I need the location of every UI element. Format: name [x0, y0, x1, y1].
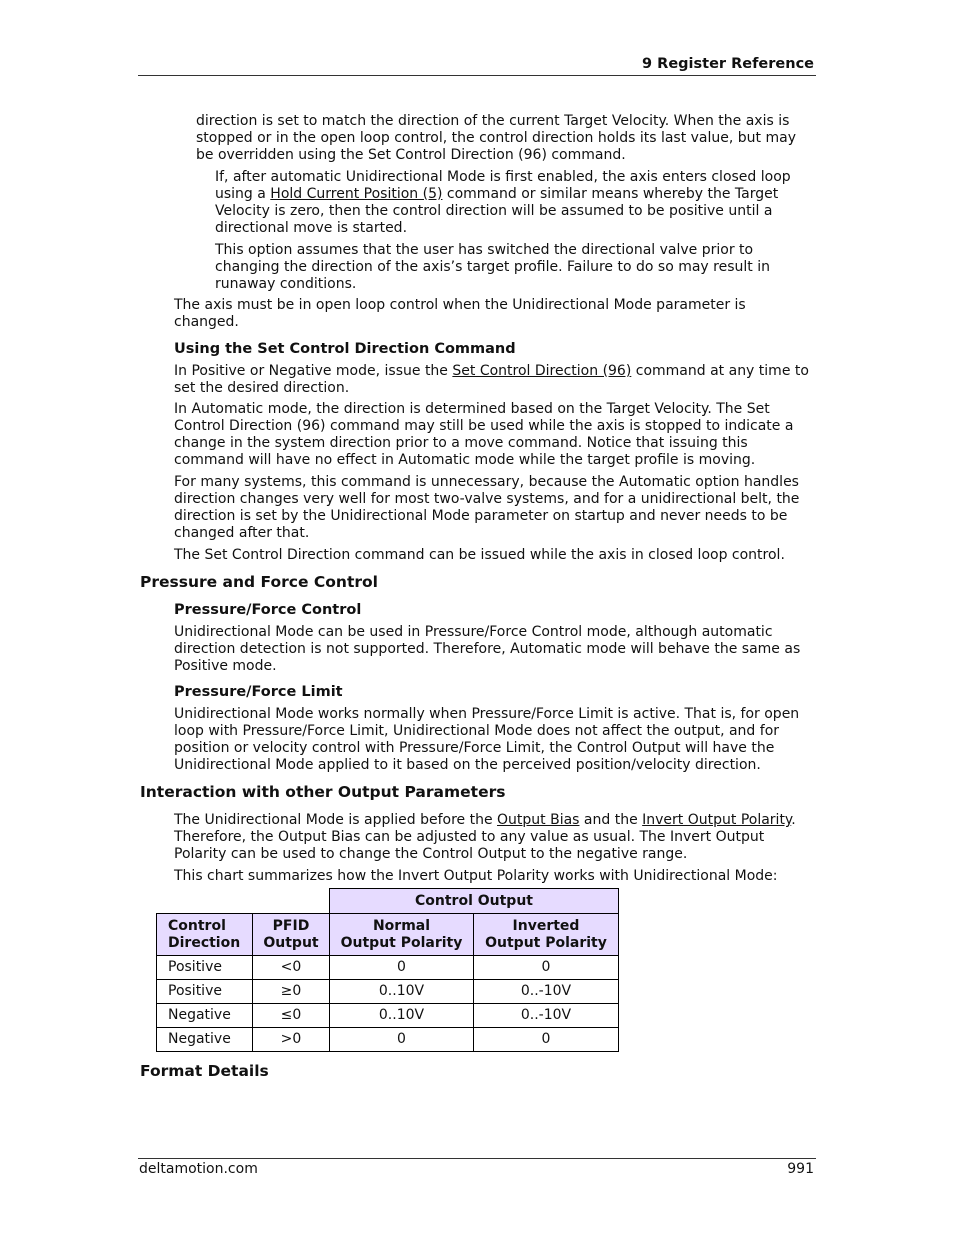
table-cell: 0 — [330, 1028, 474, 1052]
pressure-force-limit-paragraph: Unidirectional Mode works normally when Pressure/Force Limit is active. That is, for open loop with Pressure/Force Limit, Unidirectional Mode does not affect the output, and for position or velocity control with Pressure/Force Limit, the Control Output will have the Unidirectional Mode applied to it based on the perceived position/velocity direction. — [174, 706, 800, 773]
table-cell: 0..10V — [330, 1004, 474, 1028]
table-cell: 0..-10V — [474, 980, 619, 1004]
pressure-force-control-subheading: Pressure/Force Control — [174, 602, 362, 618]
note-text-end: command or similar means whereby the Target Velocity is zero, then the control direction will be assumed to be positive until a directional move is started. — [215, 186, 779, 236]
chapter-title: 9 Register Reference — [642, 56, 814, 72]
table-group-header-row — [157, 889, 619, 914]
table-row — [157, 980, 619, 1004]
set-control-direction-link[interactable]: Set Control Direction (96) — [452, 363, 632, 379]
footer-site: deltamotion.com — [139, 1161, 258, 1177]
table-cell: Negative — [157, 1028, 253, 1052]
table-cell: 0 — [474, 1028, 619, 1052]
table-cell: 0..10V — [330, 980, 474, 1004]
set-direction-paragraph-2: In Automatic mode, the direction is determined based on the Target Velocity. The Set Control Direction (96) command may still be used while the axis is stopped to indicate a change in the system direction prior to a move command. Notice that issuing this command will have no effect in Automatic mode while the target profile is moving. — [174, 401, 794, 468]
hold-current-position-link[interactable]: Hold Current Position (5) — [270, 186, 443, 202]
table-cell: ≤0 — [253, 1004, 330, 1028]
invert-output-polarity-link[interactable]: Invert Output Polarity — [642, 812, 792, 828]
table-row — [157, 1028, 619, 1052]
set-direction-paragraph-1 — [174, 363, 814, 397]
pressure-force-control-paragraph: Unidirectional Mode can be used in Pressure/Force Control mode, although automatic direction detection is not supported. Therefore, Automatic mode will behave the same as Positive mode. — [174, 624, 801, 674]
format-details-heading: Format Details — [140, 1062, 269, 1080]
set-direction-paragraph-3: For many systems, this command is unnecessary, because the Automatic option handles direction changes very well for most two-valve systems, and for a unidirectional belt, the direction is set by the Unidirectional Mode parameter on startup and never needs to be changed after that. — [174, 474, 800, 541]
header-rule — [138, 75, 816, 76]
interaction-text-a: The Unidirectional Mode is applied before the — [174, 812, 498, 828]
pressure-force-heading: Pressure and Force Control — [140, 573, 378, 591]
table-cell: 0..-10V — [474, 1004, 619, 1028]
table-cell: 0 — [330, 956, 474, 980]
table-cell: ≥0 — [253, 980, 330, 1004]
page-number: 991 — [787, 1161, 814, 1177]
footer-rule — [138, 1158, 816, 1159]
table-cell: Positive — [157, 980, 253, 1004]
set-direction-heading: Using the Set Control Direction Command — [174, 341, 516, 357]
table-cell: >0 — [253, 1028, 330, 1052]
header-control-direction: Control Direction — [157, 914, 253, 956]
interaction-heading: Interaction with other Output Parameters — [140, 783, 506, 801]
note-valve-warning: This option assumes that the user has switched the directional valve prior to changing the direction of the axis’s target profile. Failure to do so may result in runaway conditions. — [215, 242, 770, 292]
table-cell: Positive — [157, 956, 253, 980]
note-text-start: If, after automatic Unidirectional Mode is first enabled, the axis enters closed loop using a — [215, 169, 791, 202]
interaction-text-b: and the — [579, 812, 643, 828]
set-direction-paragraph-4: The Set Control Direction command can be issued while the axis in closed loop control. — [174, 547, 785, 563]
table-cell: Negative — [157, 1004, 253, 1028]
header-pfid-output: PFID Output — [253, 914, 330, 956]
interaction-paragraph-2: This chart summarizes how the Invert Output Polarity works with Unidirectional Mode: — [174, 868, 778, 884]
output-bias-link[interactable]: Output Bias — [497, 812, 580, 828]
table-header-row — [157, 914, 619, 956]
intro-paragraph: direction is set to match the direction of the current Target Velocity. When the axis is stopped or in the open loop control, the control direction holds its last value, but may be overridden using the Set Control Direction (96) command. — [196, 113, 796, 163]
pressure-force-limit-subheading: Pressure/Force Limit — [174, 684, 343, 700]
interaction-paragraph-1 — [174, 812, 814, 863]
polarity-summary-table — [156, 888, 619, 1052]
header-inverted-polarity: Inverted Output Polarity — [474, 914, 619, 956]
table-blank-corner — [157, 889, 330, 914]
interaction-text-c: . Therefore, the Output Bias can be adjusted to any value as usual. The Invert Output Polarity can be used to change the Control Output to the negative range. — [174, 812, 796, 862]
table-cell: <0 — [253, 956, 330, 980]
header-normal-polarity: Normal Output Polarity — [330, 914, 474, 956]
table-row — [157, 956, 619, 980]
set-direction-text-end: command at any time to set the desired direction. — [174, 363, 809, 396]
control-output-group-header: Control Output — [330, 889, 619, 914]
set-direction-text-start: In Positive or Negative mode, issue the — [174, 363, 453, 379]
table-cell: 0 — [474, 956, 619, 980]
open-loop-paragraph: The axis must be in open loop control when the Unidirectional Mode parameter is changed. — [174, 297, 746, 330]
note-hold-position — [215, 169, 815, 237]
table-row — [157, 1004, 619, 1028]
